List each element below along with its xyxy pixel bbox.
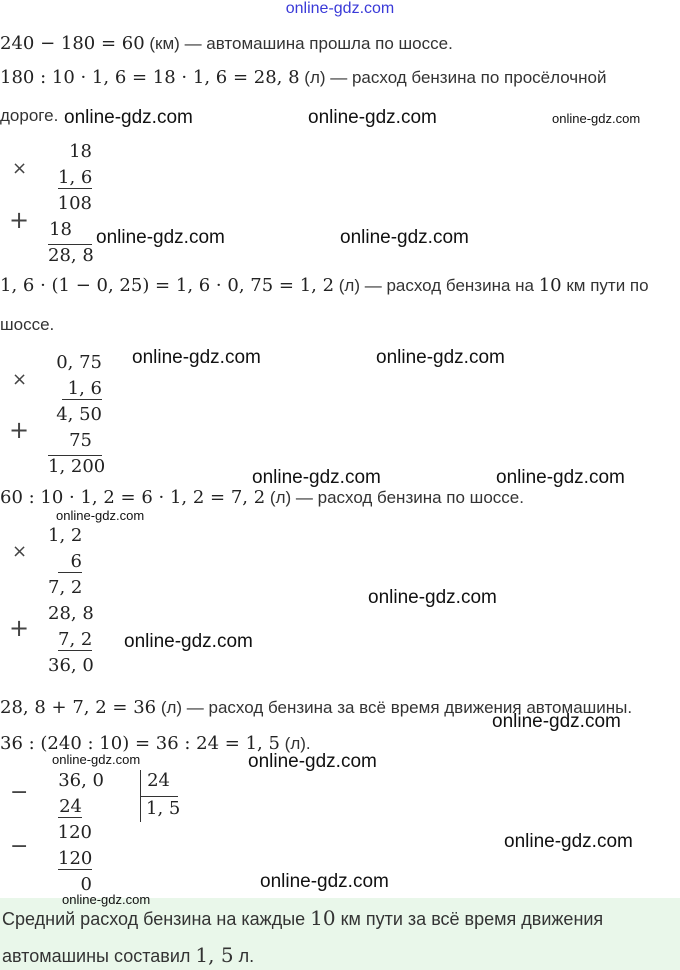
- text-highway: шоссе.: [0, 315, 55, 334]
- addend-2: 7, 2: [58, 629, 93, 650]
- text-road: дороге.: [0, 106, 59, 125]
- factor-2: 1, 6: [62, 378, 102, 400]
- number-10: 10: [538, 275, 562, 296]
- solution-line-3: [0, 106, 58, 126]
- equation-highway-fuel: 60 : 10 · 1, 2 = 6 · 1, 2 = 7, 2: [0, 487, 266, 508]
- answer-number-10: 10: [310, 906, 336, 930]
- solution-line-4: [0, 275, 649, 296]
- solution-line-5: [0, 315, 54, 335]
- product-result: 7, 2: [48, 577, 83, 598]
- partial-product-1: 108: [57, 193, 92, 214]
- factor-2: 6: [58, 551, 82, 573]
- plus-sign: +: [9, 614, 30, 642]
- answer-text-a: Средний расход бензина на каждые: [2, 909, 311, 929]
- text-highway-distance: (км) — автомашина прошла по шоссе.: [144, 34, 453, 53]
- text-highway-per-10km-b: км пути по: [561, 276, 649, 295]
- solution-line-2: [0, 67, 607, 88]
- watermark: online-gdz.com: [132, 347, 261, 368]
- watermark: online-gdz.com: [96, 227, 225, 248]
- text-dirt-road-fuel: (л) — расход бензина по просёлочной: [299, 68, 607, 87]
- watermark: online-gdz.com: [62, 892, 151, 907]
- remainder-final: 0: [80, 874, 92, 895]
- watermark: online-gdz.com: [368, 587, 497, 608]
- text-highway-fuel: (л) — расход бензина по шоссе.: [265, 488, 524, 507]
- dividend: 36, 0: [58, 770, 104, 791]
- partial-product-2: 18: [49, 219, 72, 240]
- text-highway-per-10km-a: (л) — расход бензина на: [334, 276, 539, 295]
- answer-line-2: [2, 943, 254, 967]
- times-sign: ×: [12, 158, 28, 179]
- divisor: 24: [147, 770, 170, 791]
- equation-highway-per-10km: 1, 6 · (1 − 0, 25) = 1, 6 · 0, 75 = 1, 2: [0, 275, 335, 296]
- plus-sign: +: [9, 206, 30, 234]
- plus-sign: +: [9, 416, 30, 444]
- answer-line-1: [2, 906, 603, 930]
- factor-1: 18: [69, 141, 92, 162]
- product-result: 1, 200: [48, 456, 106, 477]
- subtrahend-1: 24: [59, 796, 82, 817]
- text-total-fuel: (л) — расход бензина за всё время движения автомашины.: [156, 698, 633, 717]
- watermark: online-gdz.com: [340, 227, 469, 248]
- remainder-1: 120: [57, 822, 92, 843]
- answer-value: 1, 5: [195, 943, 234, 967]
- watermark: online-gdz.com: [124, 631, 253, 652]
- quotient: 1, 5: [146, 798, 181, 819]
- minus-sign: −: [10, 780, 29, 805]
- watermark: online-gdz.com: [252, 467, 381, 488]
- answer-box: [0, 898, 680, 970]
- answer-text-c: автомашины составил: [2, 946, 196, 966]
- watermark: online-gdz.com: [496, 467, 625, 488]
- watermark: online-gdz.com: [376, 347, 505, 368]
- factor-1: 0, 75: [56, 352, 102, 373]
- solution-line-1: [0, 33, 453, 54]
- watermark: online-gdz.com: [52, 752, 141, 767]
- answer-text-d: л.: [233, 946, 255, 966]
- subtrahend-2: 120: [58, 848, 93, 869]
- watermark: online-gdz.com: [308, 107, 437, 128]
- text-liters: (л).: [279, 734, 311, 753]
- factor-1: 1, 2: [48, 525, 83, 546]
- partial-product-2: 75: [69, 430, 92, 451]
- watermark-top: online-gdz.com: [285, 0, 395, 17]
- times-sign: ×: [12, 541, 28, 562]
- watermark: online-gdz.com: [552, 111, 641, 126]
- partial-product-1: 4, 50: [56, 404, 102, 425]
- watermark: online-gdz.com: [56, 508, 145, 523]
- equation-average-fuel: 36 : (240 : 10) = 36 : 24 = 1, 5: [0, 733, 280, 754]
- equation-dirt-road-fuel: 180 : 10 · 1, 6 = 18 · 1, 6 = 28, 8: [0, 67, 300, 88]
- watermark: online-gdz.com: [260, 871, 389, 892]
- minus-sign: −: [10, 834, 29, 859]
- division-horizontal-bar: [140, 796, 178, 797]
- watermark: online-gdz.com: [504, 831, 633, 852]
- watermark: online-gdz.com: [248, 751, 377, 772]
- equation-highway-distance: 240 − 180 = 60: [0, 33, 145, 54]
- watermark: online-gdz.com: [64, 107, 193, 128]
- sum-result: 36, 0: [48, 655, 94, 676]
- equation-total-fuel: 28, 8 + 7, 2 = 36: [0, 697, 157, 718]
- product-result: 28, 8: [48, 245, 94, 266]
- factor-2: 1, 6: [58, 167, 93, 188]
- solution-line-6: [0, 487, 524, 508]
- times-sign: ×: [12, 369, 28, 390]
- answer-text-b: км пути за всё время движения: [335, 909, 604, 929]
- addend-1: 28, 8: [48, 603, 94, 624]
- watermark: online-gdz.com: [492, 711, 621, 732]
